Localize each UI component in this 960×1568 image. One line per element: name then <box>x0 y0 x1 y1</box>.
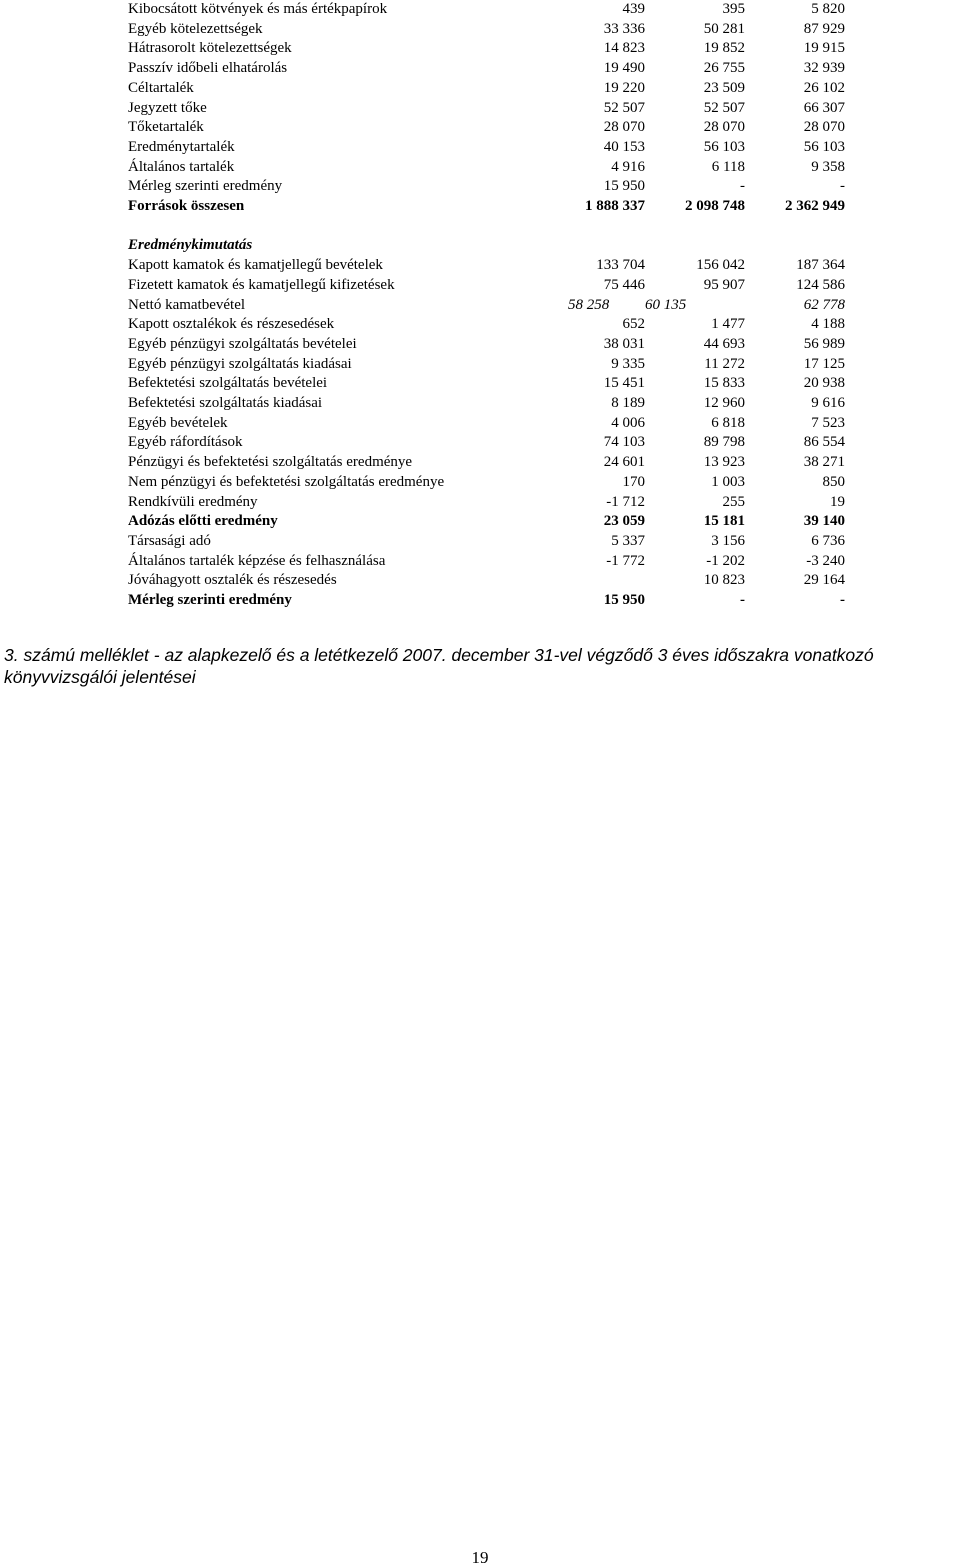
value-col-3: 9 616 <box>811 395 845 412</box>
value-col-2: 60 135 <box>645 296 687 313</box>
value-col-3: 187 364 <box>796 257 845 274</box>
row-label: Befektetési szolgáltatás kiadásai <box>128 395 323 412</box>
table-row <box>128 394 845 414</box>
value-col-1: 33 336 <box>603 20 645 37</box>
value-col-2: 12 960 <box>703 395 745 412</box>
row-label: Befektetési szolgáltatás bevételei <box>128 375 328 392</box>
value-col-3: 56 103 <box>803 138 845 155</box>
value-col-2: 19 852 <box>703 40 745 57</box>
value-col-1: 15 950 <box>603 592 645 609</box>
value-col-1: 8 189 <box>611 395 645 412</box>
value-col-3: 19 915 <box>803 40 845 57</box>
table-row <box>128 355 845 375</box>
appendix-note-line-2: könyvvizsgálói jelentései <box>4 667 196 687</box>
value-col-2: 13 923 <box>703 454 745 471</box>
row-label: Mérleg szerinti eredmény <box>128 592 292 609</box>
value-col-2: 156 042 <box>696 257 745 274</box>
value-col-3: - <box>840 178 845 195</box>
row-label: Jóváhagyott osztalék és részesedés <box>128 572 337 589</box>
value-col-1: 4 006 <box>611 414 645 431</box>
table-row <box>128 39 845 59</box>
table-row <box>128 315 845 335</box>
value-col-3: 19 <box>830 493 845 510</box>
row-label: Adózás előtti eredmény <box>128 513 278 530</box>
table-row <box>128 453 845 473</box>
value-col-1: 14 823 <box>603 40 645 57</box>
row-label: Fizetett kamatok és kamatjellegű kifizetések <box>128 276 395 293</box>
value-col-1: -1 772 <box>606 552 645 569</box>
table-row <box>128 532 845 552</box>
row-label: Tőketartalék <box>128 119 204 136</box>
row-label: Társasági adó <box>128 532 211 549</box>
value-col-1: 23 059 <box>603 513 645 530</box>
value-col-2: 15 833 <box>703 375 745 392</box>
value-col-3: 7 523 <box>811 414 845 431</box>
value-col-3: 87 929 <box>803 20 845 37</box>
value-col-2: 3 156 <box>711 532 745 549</box>
value-col-2: 28 070 <box>703 119 745 136</box>
value-col-3: 38 271 <box>803 454 845 471</box>
value-col-3: 4 188 <box>811 316 845 333</box>
balance-sheet-rows <box>128 0 845 217</box>
row-label: Rendkívüli eredmény <box>128 493 258 510</box>
table-row <box>128 473 845 493</box>
table-row <box>128 493 845 513</box>
table-row <box>128 197 845 217</box>
value-col-3: 39 140 <box>803 513 845 530</box>
value-col-2: 52 507 <box>703 99 745 116</box>
value-col-3: 28 070 <box>803 119 845 136</box>
row-label: Nem pénzügyi és befektetési szolgáltatás eredménye <box>128 473 445 490</box>
table-row <box>128 512 845 532</box>
table-row <box>128 433 845 453</box>
value-col-1: 133 704 <box>596 257 645 274</box>
table-row <box>128 296 845 316</box>
table-row <box>128 571 845 591</box>
value-col-3: 62 778 <box>803 296 845 313</box>
value-col-2: 6 118 <box>711 158 745 175</box>
row-label: Kapott kamatok és kamatjellegű bevételek <box>128 257 383 274</box>
value-col-1: 75 446 <box>603 276 645 293</box>
value-col-1: 28 070 <box>603 119 645 136</box>
row-label: Egyéb kötelezettségek <box>128 20 263 37</box>
value-col-1: 15 950 <box>603 178 645 195</box>
table-row <box>128 99 845 119</box>
table-row <box>128 177 845 197</box>
value-col-2: 1 477 <box>711 316 745 333</box>
value-col-1: 38 031 <box>603 335 645 352</box>
table-row <box>128 256 845 276</box>
value-col-2: 11 272 <box>704 355 745 372</box>
table-row <box>128 118 845 138</box>
appendix-note-line-1: 3. számú melléklet - az alapkezelő és a letétkezelő 2007. december 31-vel végződő 3 éves időszakra vonatkozó <box>4 645 874 665</box>
value-col-3: 66 307 <box>803 99 845 116</box>
value-col-1: 170 <box>622 473 645 490</box>
value-col-2: 2 098 748 <box>685 198 745 215</box>
value-col-1: 58 258 <box>568 296 610 313</box>
value-col-3: 850 <box>822 473 845 490</box>
value-col-1: 9 335 <box>611 355 645 372</box>
value-col-1: 5 337 <box>611 532 645 549</box>
row-label: Egyéb bevételek <box>128 414 228 431</box>
value-col-3: 32 939 <box>803 60 845 77</box>
row-label: Jegyzett tőke <box>128 99 207 116</box>
row-label: Eredménytartalék <box>128 138 235 155</box>
table-row <box>128 158 845 178</box>
value-col-2: 15 181 <box>703 513 745 530</box>
value-col-1: 439 <box>622 1 645 17</box>
value-col-3: -3 240 <box>806 552 845 569</box>
row-label: Egyéb ráfordítások <box>128 434 243 451</box>
table-row <box>128 0 845 20</box>
table-row <box>128 276 845 296</box>
value-col-2: - <box>740 592 745 609</box>
value-col-1: 19 220 <box>603 79 645 96</box>
row-label: Passzív időbeli elhatárolás <box>128 60 288 77</box>
table-row <box>128 552 845 572</box>
value-col-3: 20 938 <box>803 375 845 392</box>
value-col-2: 50 281 <box>703 20 745 37</box>
table-row <box>128 79 845 99</box>
row-label: Kapott osztalékok és részesedések <box>128 316 335 333</box>
value-col-3: 29 164 <box>803 572 845 589</box>
row-label: Források összesen <box>128 198 245 215</box>
value-col-2: 26 755 <box>703 60 745 77</box>
row-label: Hátrasorolt kötelezettségek <box>128 40 292 57</box>
value-col-1: 4 916 <box>611 158 645 175</box>
row-label: Pénzügyi és befektetési szolgáltatás eredménye <box>128 454 413 471</box>
value-col-1: -1 712 <box>606 493 645 510</box>
value-col-2: 44 693 <box>703 335 745 352</box>
row-label: Céltartalék <box>128 79 194 96</box>
row-label: Egyéb pénzügyi szolgáltatás kiadásai <box>128 355 352 372</box>
value-col-2: 56 103 <box>703 138 745 155</box>
table-row <box>128 335 845 355</box>
value-col-3: - <box>840 592 845 609</box>
value-col-2: -1 202 <box>706 552 745 569</box>
value-col-1: 24 601 <box>603 454 645 471</box>
value-col-3: 6 736 <box>811 532 845 549</box>
value-col-2: 95 907 <box>703 276 745 293</box>
value-col-1: 74 103 <box>603 434 645 451</box>
table-row <box>128 20 845 40</box>
value-col-1: 15 451 <box>603 375 645 392</box>
page-number: 19 <box>471 1548 489 1567</box>
value-col-3: 26 102 <box>803 79 845 96</box>
value-col-2: 10 823 <box>703 572 745 589</box>
row-label: Egyéb pénzügyi szolgáltatás bevételei <box>128 335 357 352</box>
value-col-2: 395 <box>722 1 745 17</box>
value-col-3: 56 989 <box>803 335 845 352</box>
income-statement-header <box>128 236 845 256</box>
value-col-1: 19 490 <box>603 60 645 77</box>
financial-table <box>128 0 845 611</box>
row-label: Kibocsátott kötvények és más értékpapírok <box>128 1 388 17</box>
value-col-2: 23 509 <box>703 79 745 96</box>
income-statement-title: Eredménykimutatás <box>128 237 253 254</box>
value-col-2: 6 818 <box>711 414 745 431</box>
value-col-2: 89 798 <box>703 434 745 451</box>
income-statement-rows <box>128 256 845 611</box>
appendix-note <box>4 644 960 688</box>
value-col-2: - <box>740 178 745 195</box>
value-col-1: 652 <box>622 316 645 333</box>
table-row <box>128 591 845 611</box>
value-col-3: 17 125 <box>803 355 845 372</box>
table-row <box>128 59 845 79</box>
row-label: Általános tartalék <box>128 158 235 175</box>
table-row <box>128 374 845 394</box>
table-row <box>128 414 845 434</box>
value-col-3: 2 362 949 <box>785 198 845 215</box>
value-col-3: 9 358 <box>811 158 845 175</box>
row-label: Általános tartalék képzése és felhasználása <box>128 552 386 569</box>
table-row <box>128 138 845 158</box>
row-label: Nettó kamatbevétel <box>128 296 246 313</box>
row-label: Mérleg szerinti eredmény <box>128 178 283 195</box>
value-col-2: 1 003 <box>711 473 745 490</box>
value-col-1: 52 507 <box>603 99 645 116</box>
section-gap <box>128 217 845 237</box>
value-col-1: 1 888 337 <box>585 198 645 215</box>
value-col-3: 124 586 <box>796 276 845 293</box>
value-col-1 <box>568 571 645 591</box>
value-col-3: 86 554 <box>803 434 845 451</box>
value-col-3: 5 820 <box>811 1 845 17</box>
value-col-1: 40 153 <box>603 138 645 155</box>
value-col-2: 255 <box>722 493 745 510</box>
